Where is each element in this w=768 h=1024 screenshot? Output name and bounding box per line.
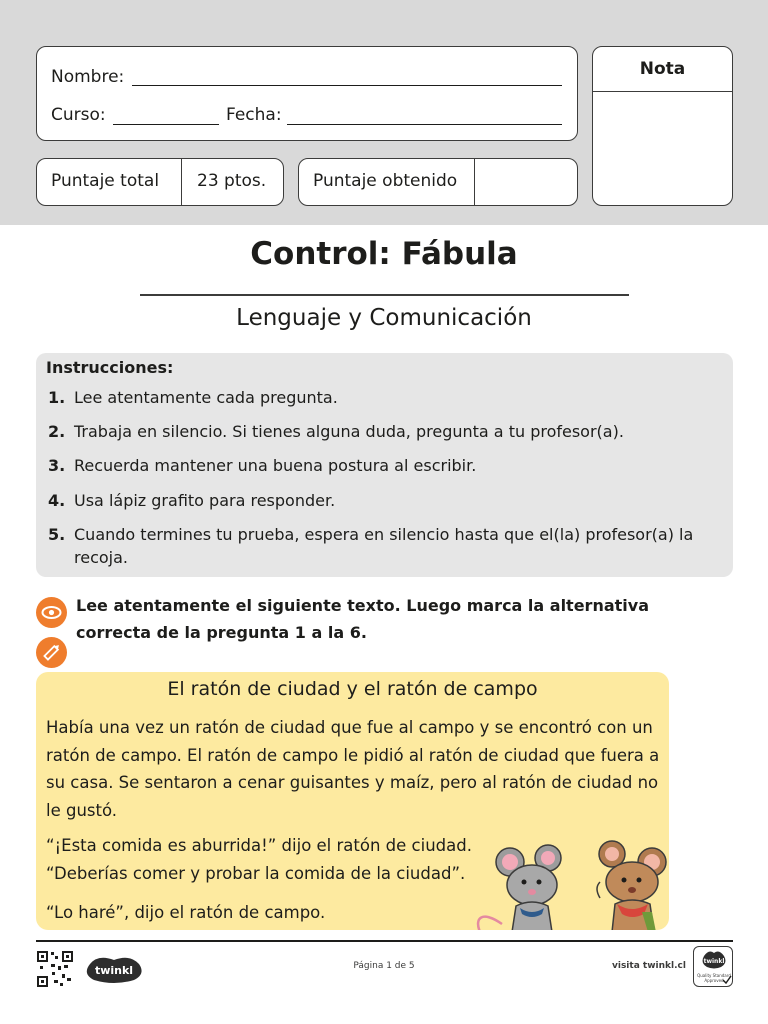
instruction-number: 2. — [48, 422, 66, 441]
instruction-text: Usa lápiz grafito para responder. — [74, 491, 336, 510]
story-panel — [36, 672, 669, 930]
grade-label: Nota — [593, 47, 732, 92]
story-paragraph: “¡Esta comida es aburrida!” dijo el ratón de ciudad. — [46, 836, 472, 855]
instruction-number: 4. — [48, 491, 66, 510]
badge-logo-text: twinkl — [703, 958, 725, 965]
total-score-box — [36, 158, 284, 206]
instruction-number: 5. — [48, 525, 66, 544]
title-divider — [140, 294, 629, 296]
story-paragraph: “Deberías comer y probar la comida de la ciudad”. — [46, 864, 466, 883]
quality-badge — [693, 946, 733, 987]
site-link[interactable]: visita twinkl.cl — [612, 961, 686, 971]
logo-text: twinkl — [94, 964, 134, 977]
grade-field[interactable] — [593, 93, 732, 203]
obtained-score-field[interactable] — [476, 159, 576, 205]
page-number: Página 1 de 5 — [353, 961, 415, 971]
instruction-text: Cuando termines tu prueba, espera en silencio hasta que el(la) profesor(a) la recoja. — [74, 525, 694, 567]
course-label: Curso: — [51, 105, 106, 125]
total-score-value: 23 ptos. — [197, 171, 267, 191]
grade-box — [592, 46, 733, 206]
divider — [474, 159, 475, 205]
story-paragraph: Había una vez un ratón de ciudad que fue al campo y se encontró con un ratón de campo. El ratón de campo le pidió al ratón de ciudad que fuera a su casa. Se sentaron a cenar guisantes y maíz, pero al ratón de ciudad no le gustó. — [46, 718, 660, 820]
name-label: Nombre: — [51, 67, 125, 87]
total-score-label: Puntaje total — [51, 171, 160, 191]
eye-icon — [36, 597, 67, 628]
page-title: Control: Fábula — [250, 236, 518, 272]
instruction-text: Trabaja en silencio. Si tienes alguna duda, pregunta a tu profesor(a). — [74, 422, 624, 441]
reading-prompt: Lee atentamente el siguiente texto. Luego marca la alternativa correcta de la pregunta 1 a la 6. — [76, 596, 649, 642]
instructions-panel — [36, 353, 733, 577]
obtained-score-box — [298, 158, 578, 206]
obtained-score-label: Puntaje obtenido — [313, 171, 458, 191]
pencil-icon — [36, 637, 67, 668]
divider — [181, 159, 182, 205]
instruction-text: Lee atentamente cada pregunta. — [74, 388, 338, 407]
instruction-text: Recuerda mantener una buena postura al escribir. — [74, 456, 477, 475]
date-field[interactable] — [287, 124, 562, 125]
student-info-box — [36, 46, 578, 141]
story-paragraph: “Lo haré”, dijo el ratón de campo. — [46, 903, 326, 922]
page-subtitle: Lenguaje y Comunicación — [236, 305, 532, 331]
badge-text: Quality Standard Approved — [697, 973, 731, 983]
checkmark-icon — [722, 975, 732, 985]
footer-divider — [36, 940, 733, 942]
course-field[interactable] — [113, 124, 219, 125]
instructions-heading: Instrucciones: — [46, 358, 174, 377]
instruction-number: 1. — [48, 388, 66, 407]
name-field[interactable] — [132, 85, 562, 86]
mice-illustration — [472, 840, 669, 930]
date-label: Fecha: — [226, 105, 282, 125]
story-title: El ratón de ciudad y el ratón de campo — [167, 678, 538, 700]
instruction-number: 3. — [48, 456, 66, 475]
